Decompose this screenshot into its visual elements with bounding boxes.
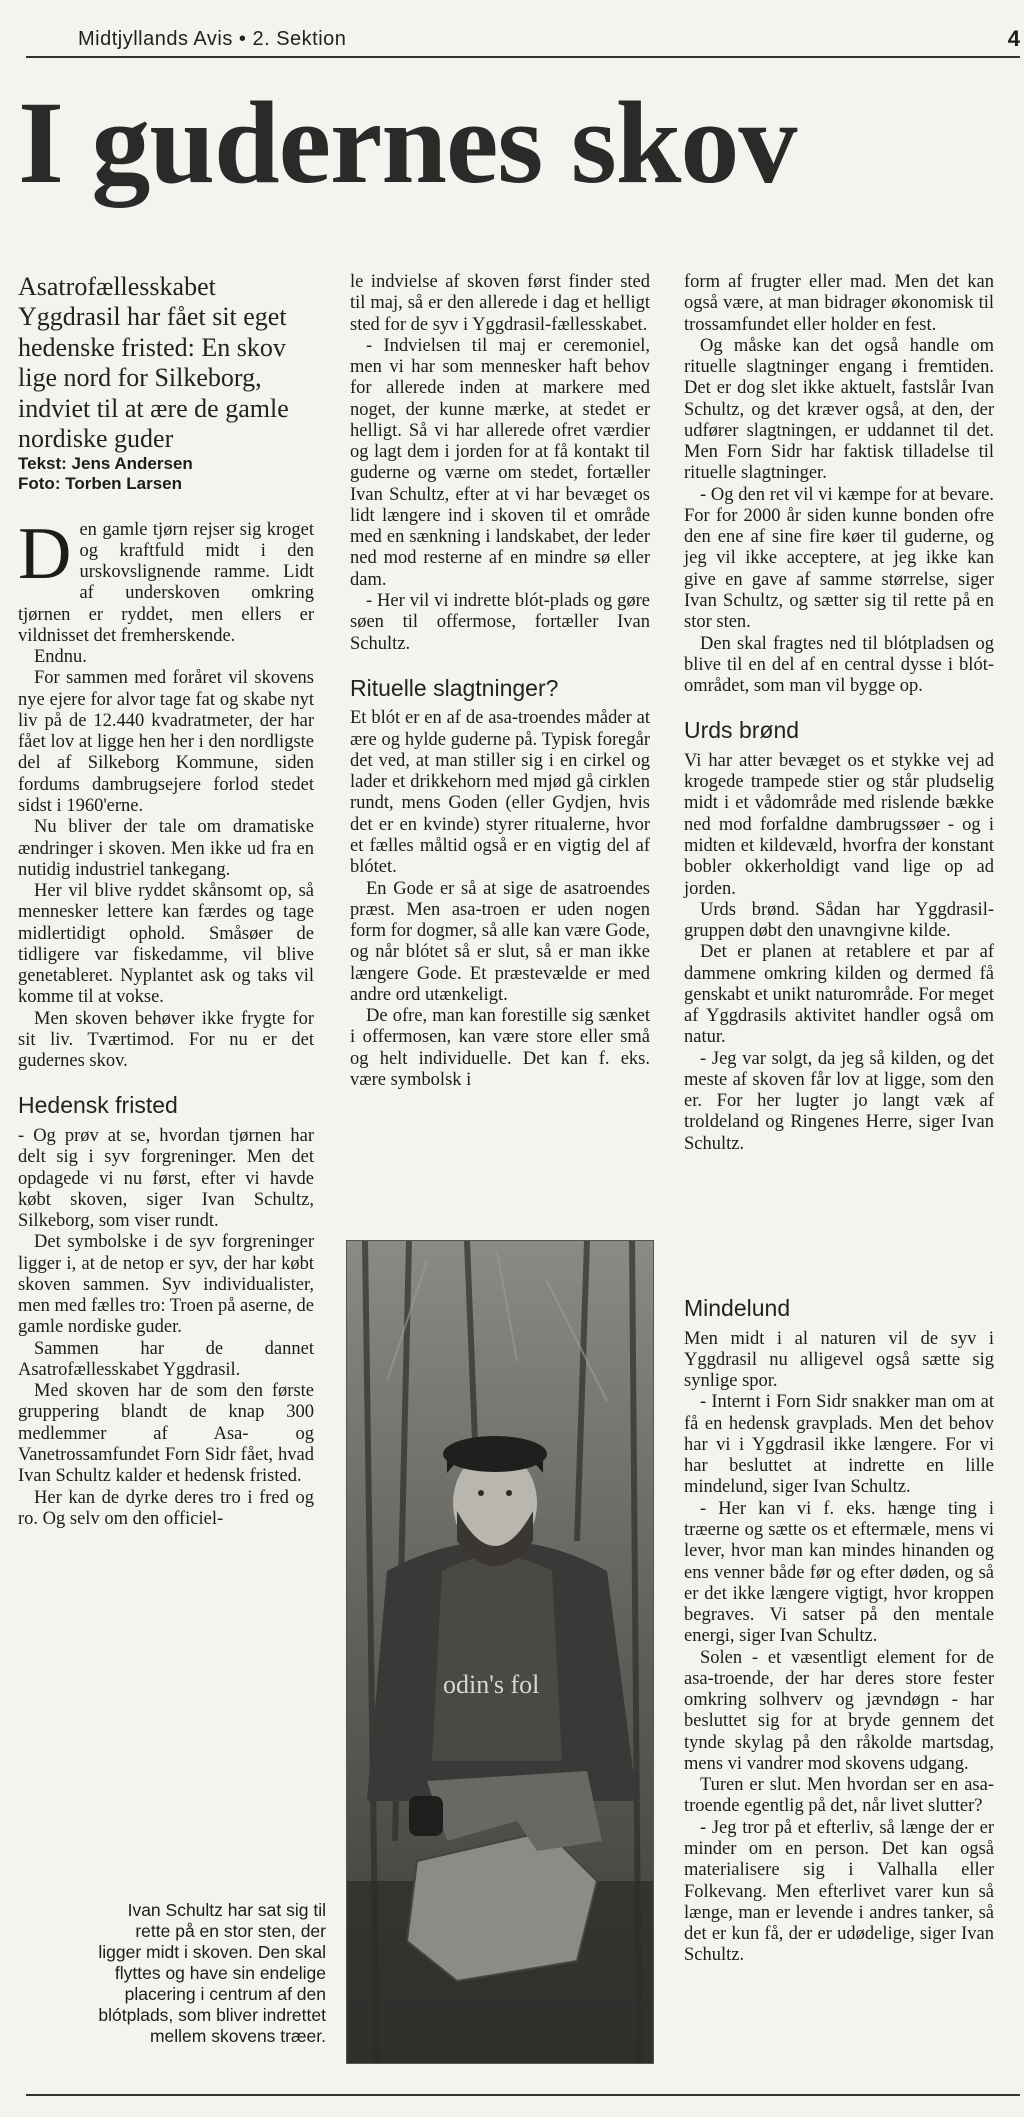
subheading-urds-broend: Urds brønd (684, 717, 800, 744)
paragraph: Det symbolske i de syv forgreninger ligger i, at de netop er syv, der har købt skoven sammen. Syv individualister, men med fælles tro: Troen på aserne, de gamle nordiske guder. (18, 1232, 314, 1338)
paragraph: En Gode er så at sige de asatroendes præst. Men asa-troen er uden nogen form for dogmer, så alle kan være Gode, og når blótet så er slut, så er man ikke længere Gode. Et præstevælde er med andre ord utænkeligt. (350, 878, 650, 1005)
photo-caption: Ivan Schultz har sat sig til rette på en stor sten, der ligger midt i skoven. Den skal flyttes og have sin endelige placering i centrum af den blótplads, som bliver indrettet mellem skovens træer. (98, 1900, 326, 2046)
column-1 (18, 272, 314, 1530)
paragraph: Sammen har de dannet Asatrofællesskabet Yggdrasil. (18, 1338, 314, 1380)
paragraph: - Jeg tror på et efterliv, så længe der er minder om en person. Det kan også materialisere sig i Valhalla eller Folkevang. Men efterlivet varer kun så længe, man er levende i andres tanker, så det er kun få, der er udødelige, siger Ivan Schultz. (684, 1817, 994, 1966)
paragraph: Og måske kan det også handle om rituelle slagtninger engang i fremtiden. Det er dog slet ikke aktuelt, fastslår Ivan Schultz, og det kræver også, at den, der udfører slagtningen, er uddannet til det. Men Forn Sidr har faktisk tilladelse til rituelle slagtninger. (684, 335, 994, 484)
paragraph: form af frugter eller mad. Men det kan også være, at man bidrager økonomisk til trossamfundet eller holder en fest. (684, 272, 994, 335)
author-credit: Tekst: Jens Andersen (18, 454, 193, 474)
paragraph: Det er planen at retablere et par af dammene omkring kilden og dermed få genskabt et unikt naturområde. For meget af Yggdrasils aktivitet handler også om natur. (684, 942, 994, 1048)
section-label: Midtjyllands Avis • 2. Sektion (78, 28, 347, 50)
paragraph: - Og prøv at se, hvordan tjørnen har delt sig i syv forgreninger. Men det opdagede vi nu først, efter vi havde købt skoven, siger Ivan Schultz, Silkeborg, som viser rundt. (18, 1126, 314, 1232)
shirt-text: odin's fol (443, 1670, 540, 1699)
subheading-hedensk-fristed: Hedensk fristed (18, 1092, 178, 1119)
paragraph: - Jeg var solgt, da jeg så kilden, og det meste af skoven får lov at ligge, som den er. For her lugter jo langt væk af troldeland og Ringenes Herre, siger Ivan Schultz. (684, 1048, 994, 1154)
paragraph: le indvielse af skoven først finder sted til maj, så er den allerede i dag et helligt sted for de syv i Yggdrasil-fællesskabet. (350, 272, 650, 335)
subheading-rituelle-slagtninger: Rituelle slagtninger? (350, 674, 559, 701)
paragraph: Et blót er en af de asa-troendes måder at ære og hylde guderne på. Typisk foregår det ved, at man stiller sig i en cirkel og lader et drikkehorn med mjød gå cirklen rundt, mens Goden (eller Gydjen, hvis det er en kvinde) styrer ritualerne, hvor et fælles måltid også er en vigtig del af blótet. (350, 708, 650, 878)
paragraph: For sammen med foråret vil skovens nye ejere for alvor tage fat og skabe nyt liv på de 12.440 kvadratmeter, der har fået lov at ligge hen her i den nordligste del af Silkeborg Kommune, siden fordums dambrugsejere forlod stedet sidst i 1960'erne. (18, 668, 314, 816)
paragraph: Vi har atter bevæget os et stykke vej ad krogede trampede stier og står pludselig midt i et vådområde med rislende bække ned mod forfaldne dambrugssøer - og i midten et kildevæld, hvorfra der konstant bobler okkerholdigt vand lige op ad jorden. (684, 750, 994, 899)
footer-rule (26, 2094, 1020, 2096)
paragraph: De ofre, man kan forestille sig sænket i offermosen, kan være store eller små og helt individuelle. Det kan f. eks. være symbolsk i (350, 1006, 650, 1090)
paragraph: - Her kan vi f. eks. hænge ting i træerne og sætte os et eftermæle, mens vi lever, hvor man kan mindes hinanden og ens venner både før og efter døden, og så er det ikke længere vigtigt, hvor kroppen begraves. Vi satser på den mentale energi, siger Ivan Schultz. (684, 1498, 994, 1647)
paragraph: - Og den ret vil vi kæmpe for at bevare. For for 2000 år siden kunne bonden ofre den ene af sine fire køer til guderne, og jeg vil ikke acceptere, at jeg ikke kan give en gave af samme størrelse, siger Ivan Schultz, og sætter sig til rette på en stor sten. (684, 484, 994, 633)
paragraph: Her vil blive ryddet skånsomt op, så mennesker lettere kan færdes og tage midlertidigt ophold. Småsøer de tidligere var fiskedamme, vil blive genetableret. Nyplantet ask og taks vil komme til at vokse. (18, 881, 314, 1008)
photo-credit: Foto: Torben Larsen (18, 473, 183, 493)
page-header (26, 26, 1020, 58)
intro-text: Asatrofællesskabet Yggdrasil har fået sit eget hedenske fristed: En skov lige nord for Silkeborg, indviet til at ære de gamle nordiske guder (18, 272, 289, 454)
paragraph: - Her vil vi indrette blót-plads og gøre søen til offermose, fortæller Ivan Schultz. (350, 590, 650, 654)
lead-text: en gamle tjørn rejser sig kroget og kraftfuld midt i den urskovslignende ramme. Lidt af underskoven omkring tjørnen er ryddet, men ellers er vildnisset det fremherskende. (18, 519, 314, 646)
drop-cap: D (18, 512, 72, 595)
paragraph: Urds brønd. Sådan har Yggdrasil-gruppen døbt den unavngivne kilde. (684, 899, 994, 942)
paragraph: Nu bliver der tale om dramatiske ændringer i skoven. Men ikke ud fra en nutidig industriel tankegang. (18, 817, 314, 880)
paragraph: Men skoven behøver ikke frygte for sit liv. Tværtimod. For nu er det gudernes skov. (18, 1008, 314, 1072)
paragraph: Den skal fragtes ned til blótpladsen og blive til en del af en central dysse i blót-området, som man vil bygge op. (684, 633, 994, 697)
paragraph: Med skoven har de som den første gruppering blandt de knap 300 medlemmer af Asa- og Vanetrossamfundet Forn Sidr fået, hvad Ivan Schultz kalder et hedensk fristed. (18, 1381, 314, 1487)
paragraph: Endnu. (34, 647, 87, 668)
photo-illustration (347, 1241, 653, 2063)
paragraph: Turen er slut. Men hvordan ser en asa-troende egentlig på det, når livet slutter? (684, 1775, 994, 1817)
headline: I gudernes skov (18, 77, 797, 208)
column-3 (684, 272, 994, 1155)
paragraph: - Internt i Forn Sidr snakker man om at få en hedensk gravplads. Men det behov har vi i Yggdrasil ikke længere. For vi har besluttet at indrette en lille mindelund, siger Ivan Schultz. (684, 1392, 994, 1498)
subheading-mindelund: Mindelund (684, 1295, 791, 1321)
paragraph: - Indvielsen til maj er ceremoniel, men vi har som mennesker haft behov for allerede inden at markere med noget, der kunne mærke, at stedet er helligt. Så vi har allerede ofret værdier og lagt dem i jorden for at få kontakt til guderne og værne om stedet, fortæller Ivan Schultz, efter at vi har bevæget os lidt længere ind i skoven til et område med en sænkning i landskabet, der leder ned mod resterne af en mindre sø eller dam. (350, 335, 650, 590)
column-2 (350, 272, 650, 1091)
paragraph: Solen - et væsentligt element for de asa-troende, der har deres store fester omkring solhverv og jævndøgn - har besluttet sig for at bryde gennem det tynde skylag på den råkolde martsdag, mens vi vandrer mod skovens udgang. (684, 1647, 994, 1774)
paragraph: Her kan de dyrke deres tro i fred og ro. Og selv om den officiel- (18, 1487, 314, 1529)
page-number: 4 (1007, 26, 1020, 51)
lead-paragraph (18, 512, 314, 648)
paragraph: Men midt i al naturen vil de syv i Yggdrasil nu alligevel også sætte sig synlige spor. (684, 1328, 994, 1392)
column-4 (684, 1295, 994, 1967)
photo-portrait-icon (346, 1240, 654, 2064)
